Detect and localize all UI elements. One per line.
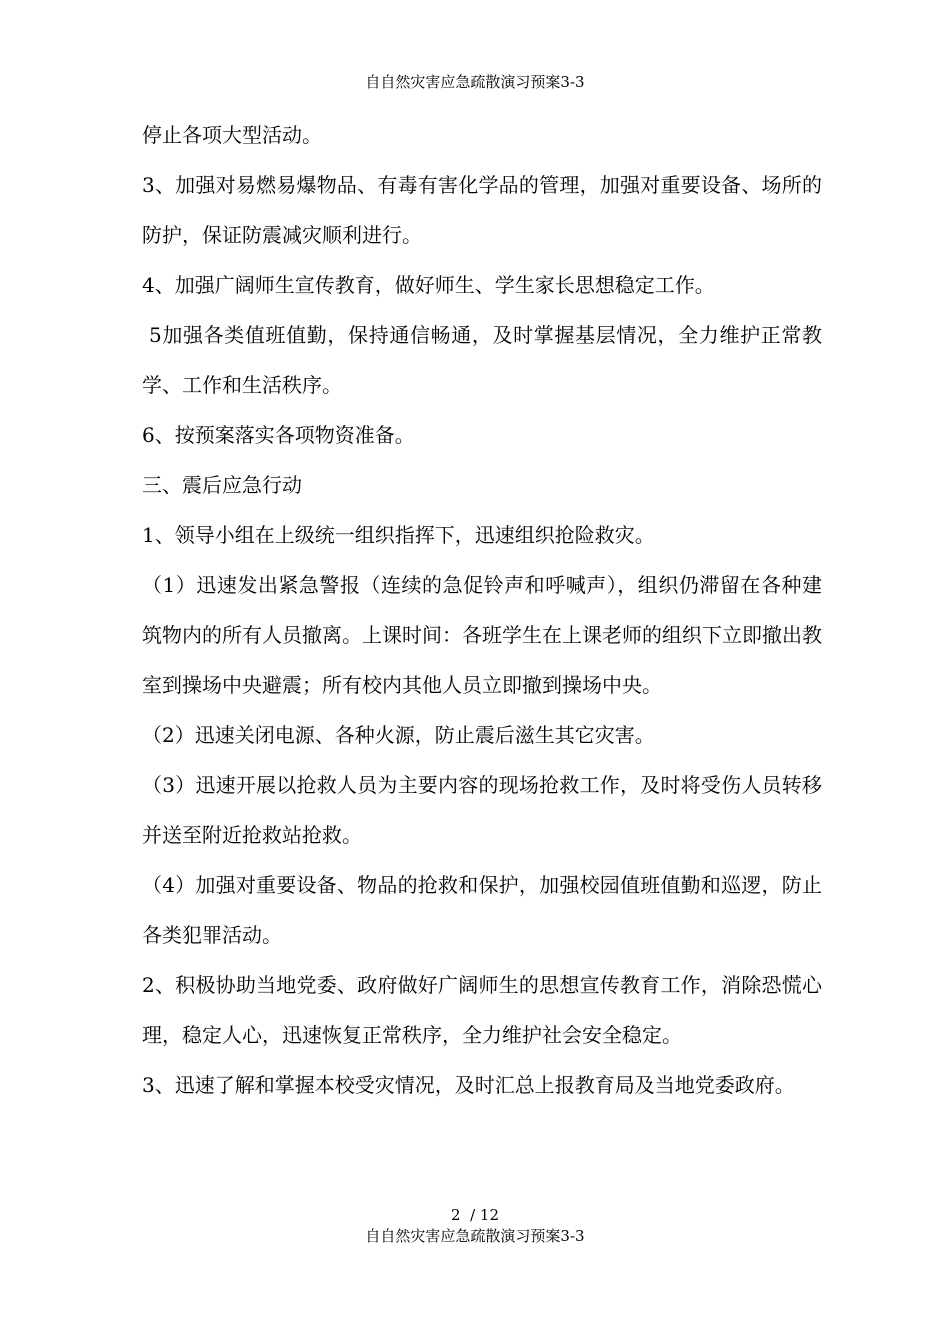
paragraph: 3、迅速了解和掌握本校受灾情况，及时汇总上报教育局及当地党委政府。 — [142, 1073, 795, 1097]
paragraph: 5加强各类值班值勤，保持通信畅通，及时掌握基层情况，全力维护正常教学、工作和生活秩序。 — [142, 323, 822, 397]
section-heading: 三、震后应急行动 — [142, 473, 302, 497]
paragraph: 3、加强对易燃易爆物品、有毒有害化学品的管理，加强对重要设备、场所的防护，保证防震减灾顺利进行。 — [142, 173, 822, 247]
page-number: 2 / 12 — [451, 1206, 499, 1224]
paragraph: （1）迅速发出紧急警报（连续的急促铃声和呼喊声），组织仍滞留在各种建筑物内的所有人员撤离。上课时间：各班学生在上课老师的组织下立即撤出教室到操场中央避震；所有校内其他人员立即撤到操场中央。 — [142, 573, 822, 697]
paragraph: （3）迅速开展以抢救人员为主要内容的现场抢救工作，及时将受伤人员转移并送至附近抢救站抢救。 — [142, 773, 822, 847]
paragraph: （4）加强对重要设备、物品的抢救和保护，加强校园值班值勤和巡逻，防止各类犯罪活动。 — [142, 873, 822, 947]
paragraph: 4、加强广阔师生宣传教育，做好师生、学生家长思想稳定工作。 — [142, 273, 715, 297]
document-body — [142, 110, 822, 1110]
page-footer: 自自然灾害应急疏散演习预案3-3 — [365, 1227, 585, 1245]
paragraph: 2、积极协助当地党委、政府做好广阔师生的思想宣传教育工作，消除恐慌心理，稳定人心，迅速恢复正常秩序，全力维护社会安全稳定。 — [142, 973, 822, 1047]
paragraph: 6、按预案落实各项物资准备。 — [142, 423, 415, 447]
page-header: 自自然灾害应急疏散演习预案3-3 — [365, 73, 585, 91]
paragraph: 1、领导小组在上级统一组织指挥下，迅速组织抢险救灾。 — [142, 523, 655, 547]
paragraph: （2）迅速关闭电源、各种火源，防止震后滋生其它灾害。 — [142, 723, 655, 747]
paragraph: 停止各项大型活动。 — [142, 123, 322, 147]
